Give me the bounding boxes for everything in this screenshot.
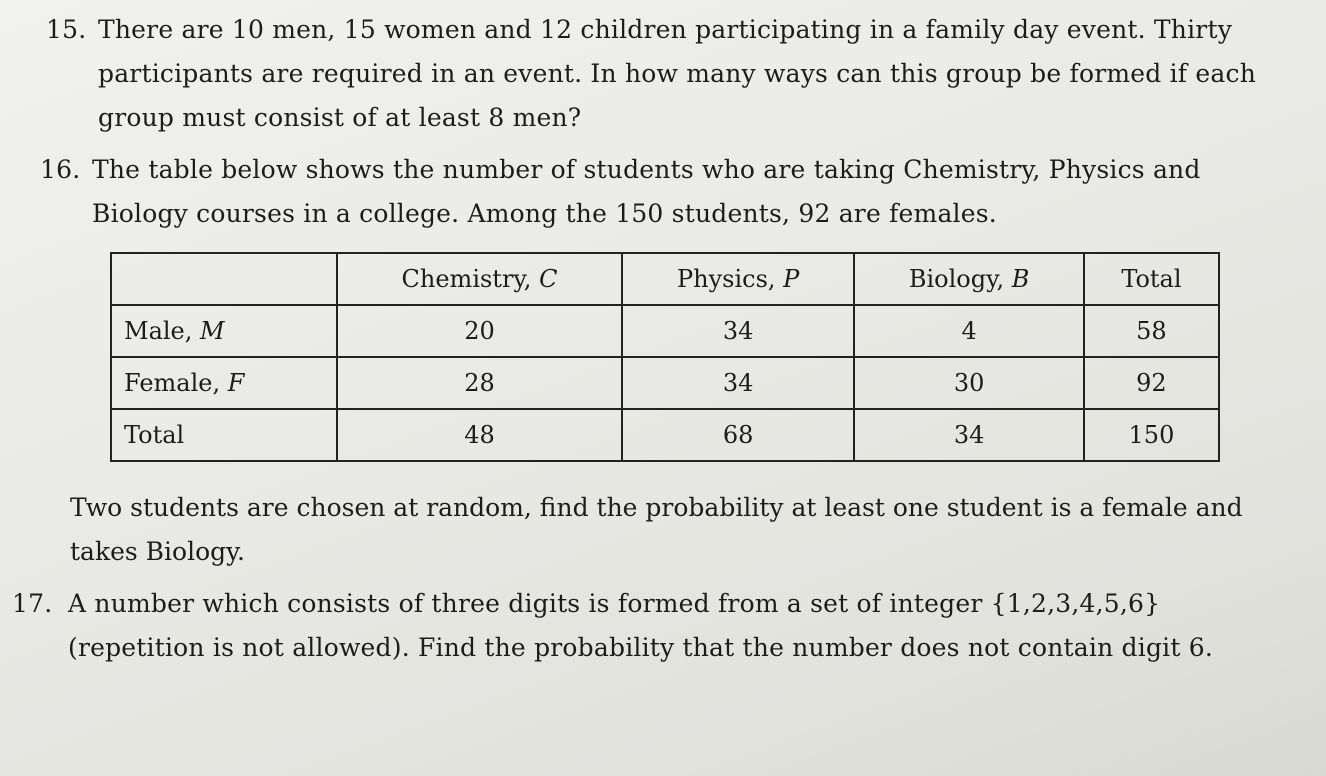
table-cell: 58 [1084, 305, 1219, 357]
row-label: Male, M [111, 305, 337, 357]
table-cell: 150 [1084, 409, 1219, 461]
table-header-cell: Physics, P [622, 253, 854, 305]
table-cell: 4 [854, 305, 1084, 357]
table-cell: 92 [1084, 357, 1219, 409]
question-text [98, 8, 1256, 140]
table-row [111, 357, 1219, 409]
row-label: Total [111, 409, 337, 461]
table-header-cell: Total [1084, 253, 1219, 305]
question-number: 15. [46, 15, 87, 44]
table-cell: 20 [337, 305, 622, 357]
table-cell: 34 [622, 305, 854, 357]
question-16-followup [70, 486, 1243, 574]
question-line: participants are required in an event. In how many ways can this group be formed if each [98, 59, 1257, 88]
question-number: 17. [12, 589, 53, 618]
question-line: group must consist of at least 8 men? [98, 103, 582, 132]
table-cell: 34 [854, 409, 1084, 461]
question-number: 16. [40, 155, 81, 184]
table-header-row [111, 253, 1219, 305]
table-cell: 28 [337, 357, 622, 409]
table-cell: 34 [622, 357, 854, 409]
table-row [111, 409, 1219, 461]
question-line: takes Biology. [70, 537, 245, 566]
table-row [111, 305, 1219, 357]
course-enrollment-table [110, 252, 1220, 462]
question-line: (repetition is not allowed). Find the probability that the number does not contain digit 6. [68, 633, 1213, 662]
row-label: Female, F [111, 357, 337, 409]
question-text [92, 148, 1201, 236]
question-line: Two students are chosen at random, find the probability at least one student is a female and [70, 493, 1243, 522]
table-cell: 68 [622, 409, 854, 461]
question-line: The table below shows the number of students who are taking Chemistry, Physics and [92, 155, 1201, 184]
table-header-cell: Biology, B [854, 253, 1084, 305]
question-line: Biology courses in a college. Among the 150 students, 92 are females. [92, 199, 997, 228]
table-header-cell: Chemistry, C [337, 253, 622, 305]
table-cell: 48 [337, 409, 622, 461]
question-text [68, 582, 1213, 670]
question-line: A number which consists of three digits is formed from a set of integer {1,2,3,4,5,6} [68, 589, 1161, 618]
table-cell: 30 [854, 357, 1084, 409]
table-header-cell [111, 253, 337, 305]
question-line: There are 10 men, 15 women and 12 children participating in a family day event. Thirty [98, 15, 1233, 44]
